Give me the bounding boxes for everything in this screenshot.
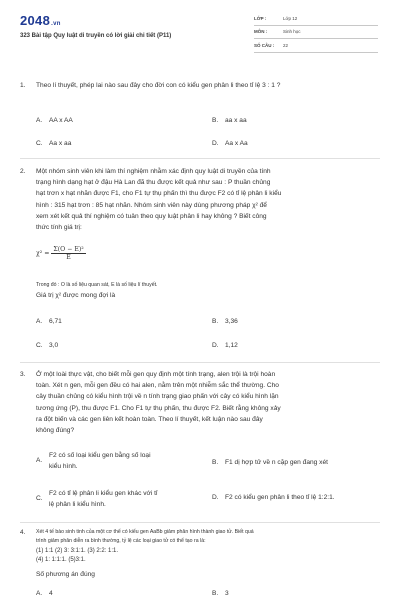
- question-1: [20, 80, 380, 91]
- question-text: Theo lí thuyết, phép lai nào sau đây cho đời con có kiểu gen phân li theo tỉ lệ 3 : 1 ?: [36, 82, 281, 89]
- meta-key: LỚP :: [254, 16, 267, 21]
- option-c[interactable]: [36, 140, 71, 147]
- option-label: A.: [36, 117, 43, 124]
- question-number: 4.: [20, 529, 26, 536]
- page-header: [0, 0, 400, 64]
- option-label: D.: [212, 494, 219, 501]
- option-c[interactable]: [36, 342, 58, 349]
- option-label: B.: [212, 117, 219, 124]
- option-text: F2 có kiểu gen phân li theo tỉ lệ 1:2:1.: [225, 494, 335, 501]
- option-label: A.: [36, 318, 43, 325]
- option-text: 6,71: [49, 318, 62, 325]
- meta-value: 22: [283, 43, 289, 48]
- option-text: 1,12: [225, 342, 238, 349]
- question-number: 2.: [20, 168, 26, 175]
- logo-text: 2048: [20, 13, 51, 28]
- meta-key: MÔN :: [254, 29, 268, 34]
- question-line: (1) 1:1 (2) 3: 3:1:1. (3) 2:2: 1:1.: [36, 547, 119, 554]
- option-text: [49, 450, 151, 472]
- formula-numerator: Σ(O − E)²: [53, 246, 84, 253]
- formula-fraction: [51, 246, 85, 261]
- question-line: cây thuần chủng có kiểu hình trội về n tính trạng giao phấn với cây có kiểu hình lặn: [36, 393, 279, 401]
- question-ask: Giá trị χ² được mong đợi là: [36, 292, 116, 299]
- question-3: [20, 369, 380, 436]
- option-b[interactable]: [212, 459, 328, 466]
- meta-subject: [254, 29, 301, 34]
- question-line: trình giảm phân diễn ra bình thường, tỷ lệ các loại giao tử có thể tạo ra là:: [36, 538, 206, 545]
- formula-note: Trong đó : O là số liệu quan sát, E là số liệu lí thuyết.: [36, 282, 158, 288]
- question-ask: Số phương án đúng: [36, 571, 95, 578]
- question-line: trạng hình dạng hạt ở đậu Hà Lan đã thu được kết quả như sau : P thuần chủng: [36, 179, 271, 187]
- question-line: tương ứng (P), thu được F1. Cho F1 tự thụ phấn, thu được F2. Biết rằng không xảy: [36, 404, 281, 412]
- question-line: (4) 1: 1:1:1. (5)3:1.: [36, 557, 86, 564]
- question-line: ra đột biến và các gen liên kết hoàn toàn. Theo lí thuyết, kết luận nào sau đây: [36, 415, 263, 423]
- question-line: hạt trơn x hạt nhăn được F1, cho F1 tự thụ phấn thì thu được F2 có tỉ lệ phân li kiểu: [36, 190, 282, 198]
- meta-divider: [254, 38, 378, 39]
- option-label: A.: [36, 457, 43, 464]
- meta-divider: [254, 52, 378, 53]
- question-line: Một nhóm sinh viên khi làm thí nghiệm nhằm xác định quy luật di truyền của tính: [36, 168, 271, 175]
- question-divider: [20, 522, 380, 523]
- option-a[interactable]: [36, 117, 73, 124]
- option-text: [49, 488, 157, 510]
- question-text: [36, 369, 380, 436]
- question-line: toàn. Xét n gen, mỗi gen đều có hai alen, nằm trên một nhiễm sắc thể thường. Cho: [36, 382, 279, 390]
- meta-class: [254, 16, 297, 21]
- option-text: 3,36: [225, 318, 238, 325]
- option-a[interactable]: [36, 590, 53, 597]
- meta-count: [254, 43, 288, 48]
- option-label: B.: [212, 459, 219, 466]
- option-d[interactable]: [212, 140, 248, 147]
- question-line: không đúng?: [36, 427, 75, 435]
- question-line: hình : 315 hạt trơn : 85 hạt nhăn. Nhóm sinh viên này dùng phương pháp χ² để: [36, 201, 267, 209]
- question-text: [36, 528, 380, 566]
- chi-square-formula: [36, 246, 86, 261]
- formula-lhs: χ² =: [36, 250, 50, 257]
- question-4: [20, 528, 380, 566]
- question-number: 3.: [20, 371, 26, 378]
- option-c[interactable]: [36, 488, 157, 510]
- option-a[interactable]: [36, 318, 62, 325]
- meta-divider: [254, 25, 378, 26]
- option-text: 4: [49, 590, 53, 597]
- question-text: [36, 166, 380, 233]
- question-divider: [20, 158, 380, 159]
- option-line: F2 có số loại kiểu gen bằng số loại: [49, 452, 151, 459]
- question-line: Ở một loài thực vật, cho biết mỗi gen quy định một tính trạng, alen trội là trội hoàn: [36, 371, 276, 378]
- option-line: lệ phân li kiểu hình.: [49, 501, 106, 508]
- option-label: B.: [212, 318, 219, 325]
- option-b[interactable]: [212, 117, 247, 124]
- question-line: thức tính giá trị:: [36, 224, 82, 232]
- question-2: [20, 166, 380, 233]
- logo-suffix: .vn: [51, 21, 61, 27]
- option-text: Aa x Aa: [225, 140, 248, 147]
- option-d[interactable]: [212, 494, 335, 501]
- option-line: kiểu hình.: [49, 463, 78, 470]
- option-label: C.: [36, 140, 43, 147]
- document-title: 323 Bài tập Quy luật di truyền có lời giải chi tiết (P11): [20, 33, 172, 39]
- meta-value: Lớp 12: [283, 16, 298, 21]
- option-label: D.: [212, 140, 219, 147]
- meta-value: Sinh học: [283, 29, 301, 34]
- option-text: Aa x aa: [49, 140, 72, 147]
- question-line: Xét 4 tế bào sinh tinh của một cơ thể có kiểu gen AaBb giảm phân hình thành giao tử. Biết quá: [36, 529, 254, 535]
- option-text: 3: [225, 590, 229, 597]
- option-text: aa x aa: [225, 117, 247, 124]
- option-text: AA x AA: [49, 117, 73, 124]
- option-line: F2 có tỉ lệ phân li kiểu gen khác với tỉ: [49, 490, 158, 497]
- question-line: xem xét kết quả thí nghiệm có tuân theo quy luật phân li hay không ? Biết công: [36, 212, 267, 220]
- option-label: C.: [36, 495, 43, 502]
- option-b[interactable]: [212, 318, 238, 325]
- site-logo[interactable]: [20, 13, 61, 28]
- option-label: A.: [36, 590, 43, 597]
- question-number: 1.: [20, 82, 26, 89]
- option-text: 3,0: [49, 342, 59, 349]
- formula-denominator: E: [66, 254, 71, 261]
- option-d[interactable]: [212, 342, 238, 349]
- option-b[interactable]: [212, 590, 229, 597]
- meta-key: SỐ CÂU :: [254, 43, 275, 48]
- option-text: F1 dị hợp tử về n cặp gen đang xét: [225, 459, 328, 466]
- option-label: C.: [36, 342, 43, 349]
- question-divider: [20, 362, 380, 363]
- option-label: B.: [212, 590, 219, 597]
- option-label: D.: [212, 342, 219, 349]
- option-a[interactable]: [36, 450, 151, 472]
